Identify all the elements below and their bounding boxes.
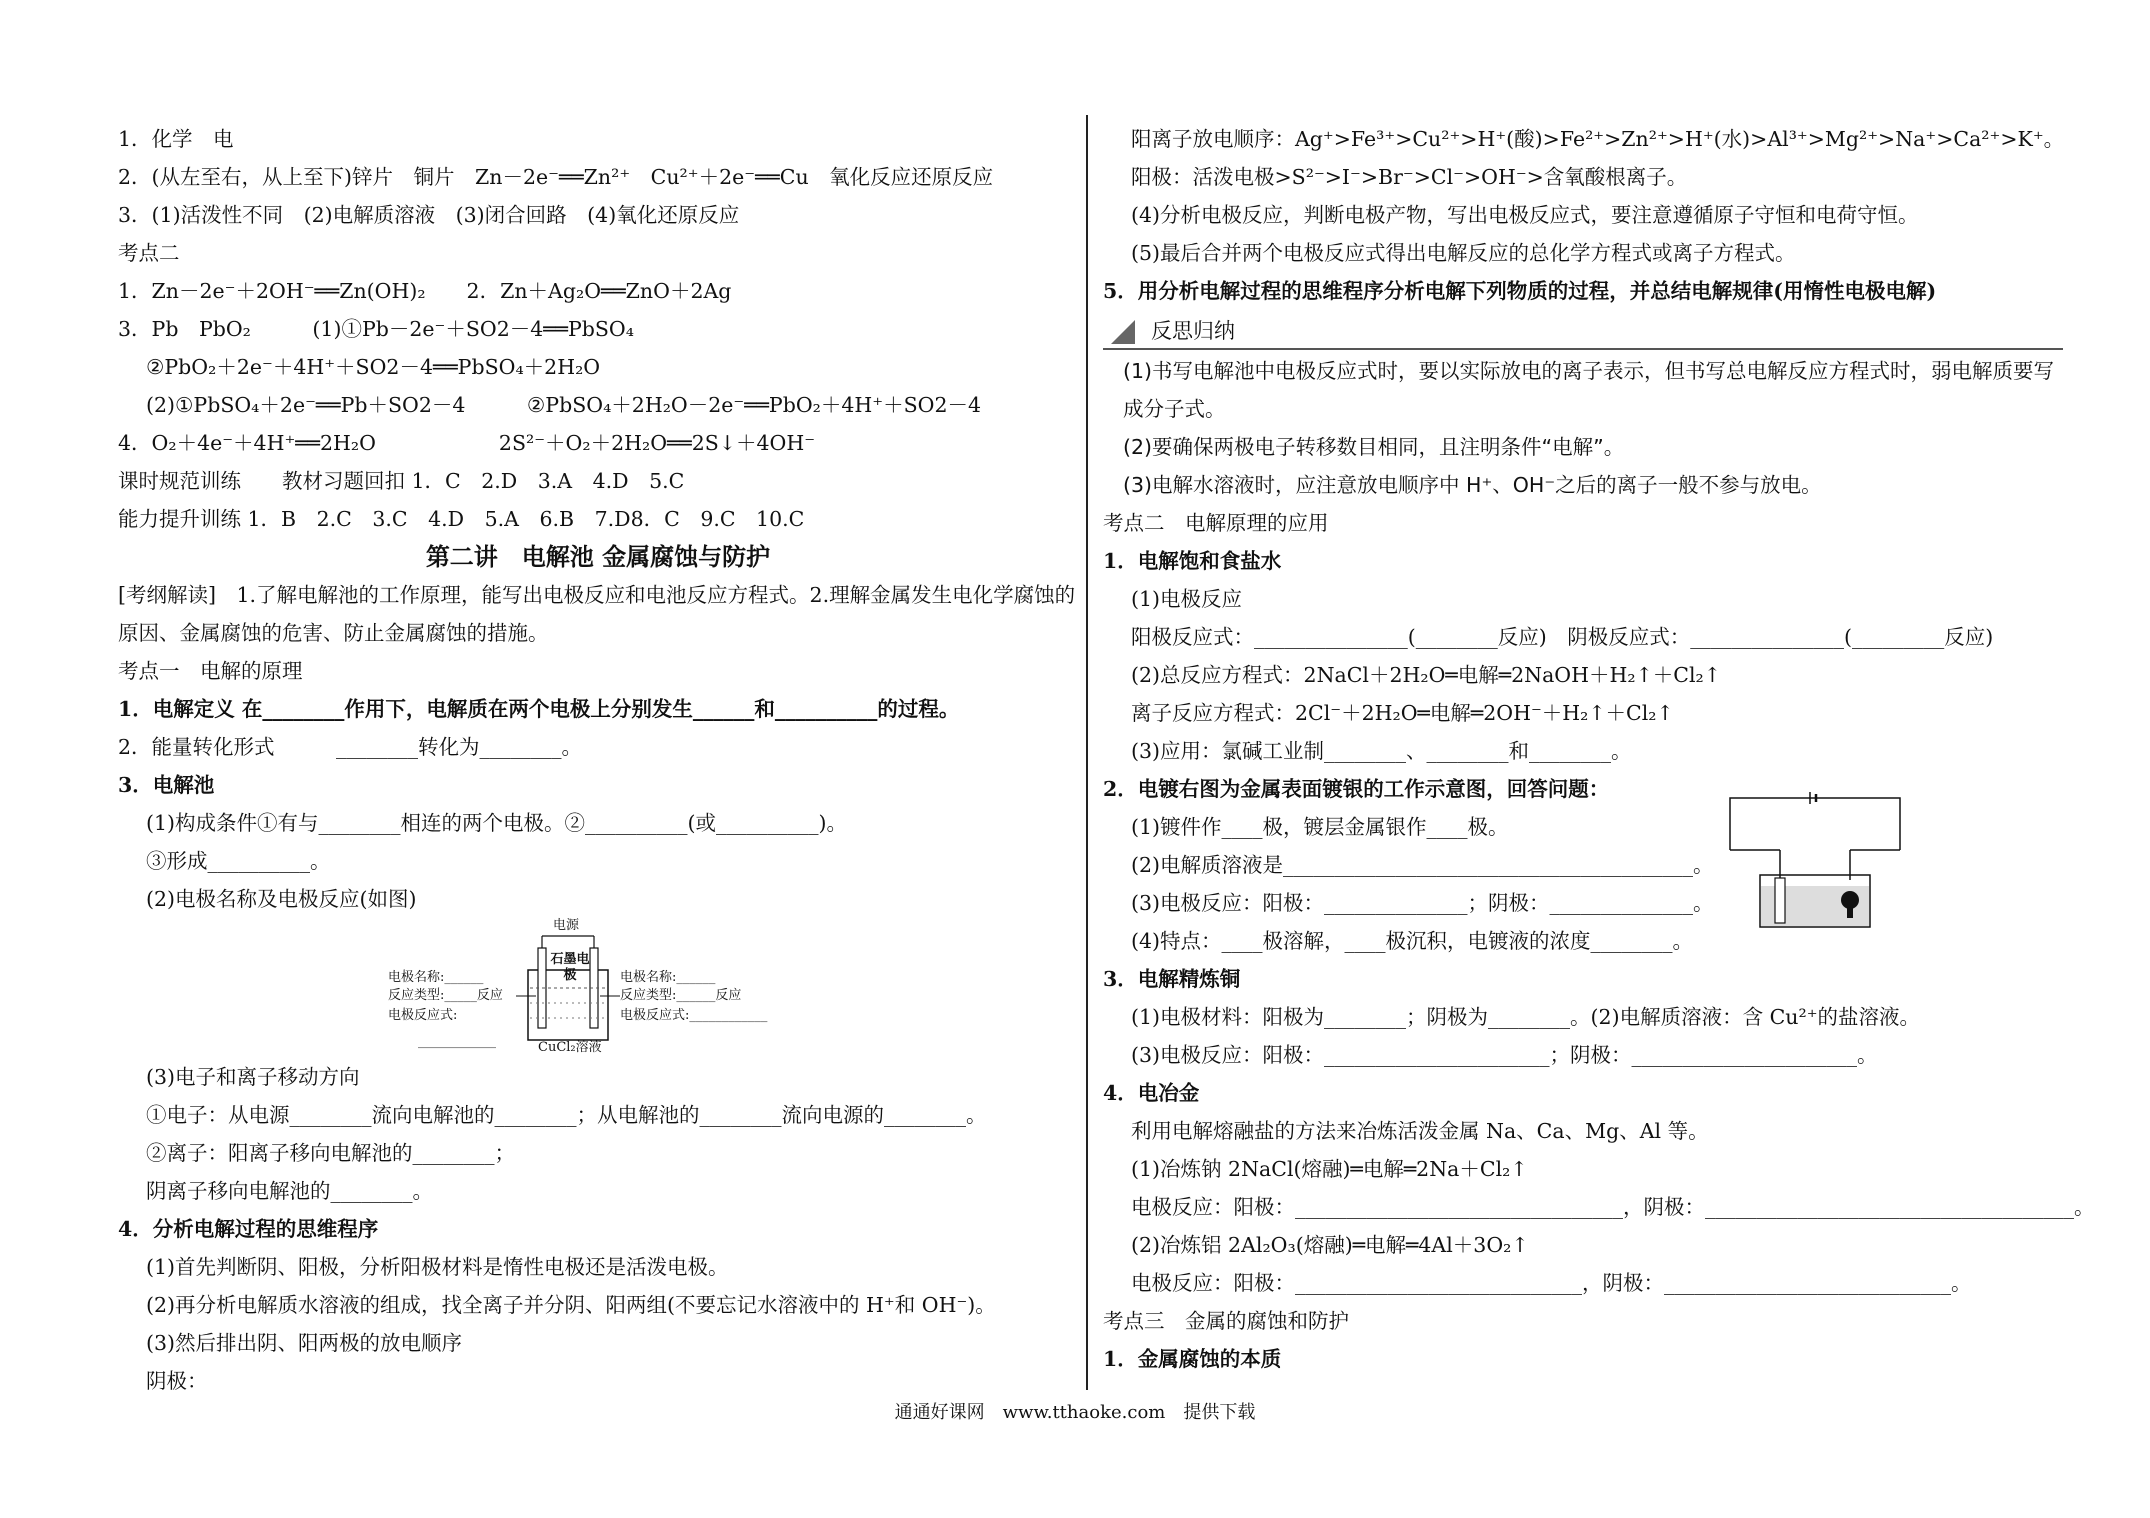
electrode-label: 石墨电极 — [550, 952, 590, 983]
right-equation-label: 电极反应式:____________ — [620, 1008, 768, 1023]
question-line: (3)然后排出阴、阳两极的放电顺序 — [146, 1331, 463, 1355]
answer-line: 1．Zn－2e⁻＋2OH⁻══Zn(OH)₂ 2．Zn＋Ag₂O══ZnO＋2Ag — [118, 279, 732, 303]
answer-line: 课时规范训练 教材习题回扣 1．C 2.D 3.A 4.D 5.C — [118, 469, 685, 493]
power-label: 电源 — [553, 918, 580, 933]
question-line: (1)电极材料：阳极为________；阴极为________。(2)电解质溶液：含 Cu²⁺的盐溶液。 — [1131, 1005, 1921, 1029]
left-electrode-name: 电极名称:______ — [388, 970, 484, 985]
question-line: 利用电解熔融盐的方法来冶炼活泼金属 Na、Ca、Mg、Al 等。 — [1131, 1119, 1709, 1143]
column-divider — [1086, 115, 1088, 1390]
answer-line: 4．O₂＋4e⁻＋4H⁺══2H₂O 2S²⁻＋O₂＋2H₂O══2S↓＋4OH⁻ — [118, 431, 816, 455]
right-electrode-name: 电极名称:______ — [620, 970, 716, 985]
question-line: (3)电子和离子移动方向 — [146, 1065, 360, 1089]
left-column — [118, 120, 1078, 1400]
answer-line: 2．(从左至右，从上至下)锌片 铜片 Zn－2e⁻══Zn²⁺ Cu²⁺＋2e⁻══Cu 氧化反应还原反应 — [118, 165, 994, 189]
question-line: (3)电极反应：阳极：______________；阴极：______________。 — [1131, 891, 1714, 915]
heading-rule — [1103, 348, 2063, 350]
question-line: (2)总反应方程式：2NaCl＋2H₂O═电解═2NaOH＋H₂↑＋Cl₂↑ — [1131, 663, 1721, 687]
reflect-heading — [1103, 310, 2063, 352]
reflect-title: 反思归纳 — [1151, 319, 1235, 343]
question-line: (2)冶炼铝 2Al₂O₃(熔融)═电解═4Al＋3O₂↑ — [1131, 1233, 1529, 1257]
question-line: (2)电解质溶液是________________________________________。 — [1131, 853, 1714, 877]
question-line: ③形成__________。 — [146, 849, 331, 873]
question-line: (1)镀件作____极，镀层金属银作____极。 — [1131, 815, 1509, 839]
answer-line: 能力提升训练 1．B 2.C 3.C 4.D 5.A 6.B 7.D8．C 9.C 10.C — [118, 507, 805, 531]
question-line: (4)特点：____极溶解，____极沉积，电镀液的浓度________。 — [1131, 929, 1694, 953]
question-heading: 5．用分析电解过程的思维程序分析电解下列物质的过程，并总结电解规律(用惰性电极电解) — [1103, 279, 1937, 303]
answer-line: ②PbO₂＋2e⁻＋4H⁺＋SO2－4══PbSO₄＋2H₂O — [146, 355, 601, 379]
question-line: 电极反应：阳极：____________________________，阴极：____________________________。 — [1131, 1271, 1972, 1295]
content-line: (5)最后合并两个电极反应式得出电解反应的总化学方程式或离子方程式。 — [1131, 241, 1796, 265]
question-line: 1．电解定义 在________作用下，电解质在两个电极上分别发生______和__________的过程。 — [118, 697, 960, 721]
left-reaction-type: 反应类型:_____反应 — [388, 988, 503, 1003]
section-heading: 考点二 电解原理的应用 — [1103, 511, 1329, 535]
footer-text: 通通好课网 www.tthaoke.com 提供下载 — [894, 1402, 1256, 1423]
answer-line: (2)①PbSO₄＋2e⁻══Pb＋SO2－4 ②PbSO₄＋2H₂O－2e⁻══PbO₂＋4H⁺＋SO2－4 — [146, 393, 982, 417]
question-line: 电极反应：阳极：________________________________，阴极：____________________________________。 — [1131, 1195, 2095, 1219]
question-line: (2)再分析电解质水溶液的组成，找全离子并分阴、阳两组(不要忘记水溶液中的 H⁺和 OH⁻)。 — [146, 1293, 996, 1317]
question-heading: 2．电镀右图为金属表面镀银的工作示意图，回答问题： — [1103, 777, 1610, 801]
question-line: (1)冶炼钠 2NaCl(熔融)═电解═2Na＋Cl₂↑ — [1131, 1157, 1528, 1181]
syllabus-text: [考纲解读] 1.了解电解池的工作原理，能写出电极反应和电池反应方程式。2.理解金属发生电化学腐蚀的原因、金属腐蚀的危害、防止金属腐蚀的措施。 — [118, 583, 1076, 645]
answer-heading: 考点二 — [118, 241, 180, 265]
section-heading: 考点一 电解的原理 — [118, 659, 303, 683]
reflect-item: (1)书写电解池中电极反应式时，要以实际放电的离子表示，但书写总电解反应方程式时，弱电解质要写成分子式。 — [1123, 359, 2055, 421]
question-line: (1)构成条件①有与________相连的两个电极。②__________(或__________)。 — [146, 811, 848, 835]
reflect-item: (3)电解水溶液时，应注意放电顺序中 H⁺、OH⁻之后的离子一般不参与放电。 — [1123, 473, 1822, 497]
question-line: (1)电极反应 — [1131, 587, 1243, 611]
reflect-item: (2)要确保两极电子转移数目相同，且注明条件“电解”。 — [1123, 435, 1625, 459]
question-line: 阴极： — [146, 1369, 208, 1393]
question-line: 离子反应方程式：2Cl⁻＋2H₂O═电解═2OH⁻＋H₂↑＋Cl₂↑ — [1131, 701, 1674, 725]
question-heading: 1．电解饱和食盐水 — [1103, 549, 1282, 573]
right-reaction-type: 反应类型:______反应 — [620, 988, 742, 1003]
electroplating-diagram — [1720, 790, 1910, 930]
question-line: (1)首先判断阴、阳极，分析阳极材料是惰性电极还是活泼电极。 — [146, 1255, 729, 1279]
reflect-box — [1103, 352, 2063, 504]
left-equation-blank: ____________ — [418, 1034, 496, 1049]
question-line: (2)电极名称及电极反应(如图) — [146, 887, 417, 911]
question-heading: 4．电冶金 — [1103, 1081, 1200, 1105]
section-heading: 考点三 金属的腐蚀和防护 — [1103, 1309, 1349, 1333]
question-line: 阴离子移向电解池的________。 — [146, 1179, 433, 1203]
question-line: 阳极反应式：_______________(________反应) 阴极反应式：_______________(_________反应) — [1131, 625, 1994, 649]
lesson-title: 第二讲 电解池 金属腐蚀与防护 — [425, 542, 771, 571]
content-line: 阳离子放电顺序：Ag⁺>Fe³⁺>Cu²⁺>H⁺(酸)>Fe²⁺>Zn²⁺>H⁺(水)>Al³⁺>Mg²⁺>Na⁺>Ca²⁺>K⁺。 — [1131, 127, 2065, 151]
question-line: ②离子：阳离子移向电解池的________； — [146, 1141, 515, 1165]
question-line: (3)电极反应：阳极：______________________；阴极：______________________。 — [1131, 1043, 1878, 1067]
question-line: (3)应用：氯碱工业制________、________和________。 — [1131, 739, 1632, 763]
answer-line: 3．Pb PbO₂ (1)①Pb－2e⁻＋SO2－4══PbSO₄ — [118, 317, 634, 341]
answer-line: 3．(1)活泼性不同 (2)电解质溶液 (3)闭合回路 (4)氧化还原反应 — [118, 203, 740, 227]
triangle-icon — [1111, 320, 1135, 344]
question-heading: 4．分析电解过程的思维程序 — [118, 1217, 379, 1241]
right-column — [1103, 120, 2095, 1378]
question-heading: 1．金属腐蚀的本质 — [1103, 1347, 1282, 1371]
content-line: (4)分析电极反应，判断电极产物，写出电极反应式，要注意遵循原子守恒和电荷守恒。 — [1131, 203, 1919, 227]
content-line: 阳极：活泼电极>S²⁻>I⁻>Br⁻>Cl⁻>OH⁻>含氧酸根离子。 — [1131, 165, 1688, 189]
electrolysis-diagram — [388, 918, 818, 1058]
left-equation-label: 电极反应式: — [388, 1008, 458, 1023]
question-heading: 3．电解精炼铜 — [1103, 967, 1241, 991]
solution-label: CuCl₂溶液 — [538, 1040, 602, 1055]
question-heading: 3．电解池 — [118, 773, 215, 797]
question-line: ①电子：从电源________流向电解池的________；从电解池的________流向电源的________。 — [146, 1103, 987, 1127]
answer-line: 1．化学 电 — [118, 127, 234, 151]
question-line: 2．能量转化形式 ________转化为________。 — [118, 735, 583, 759]
